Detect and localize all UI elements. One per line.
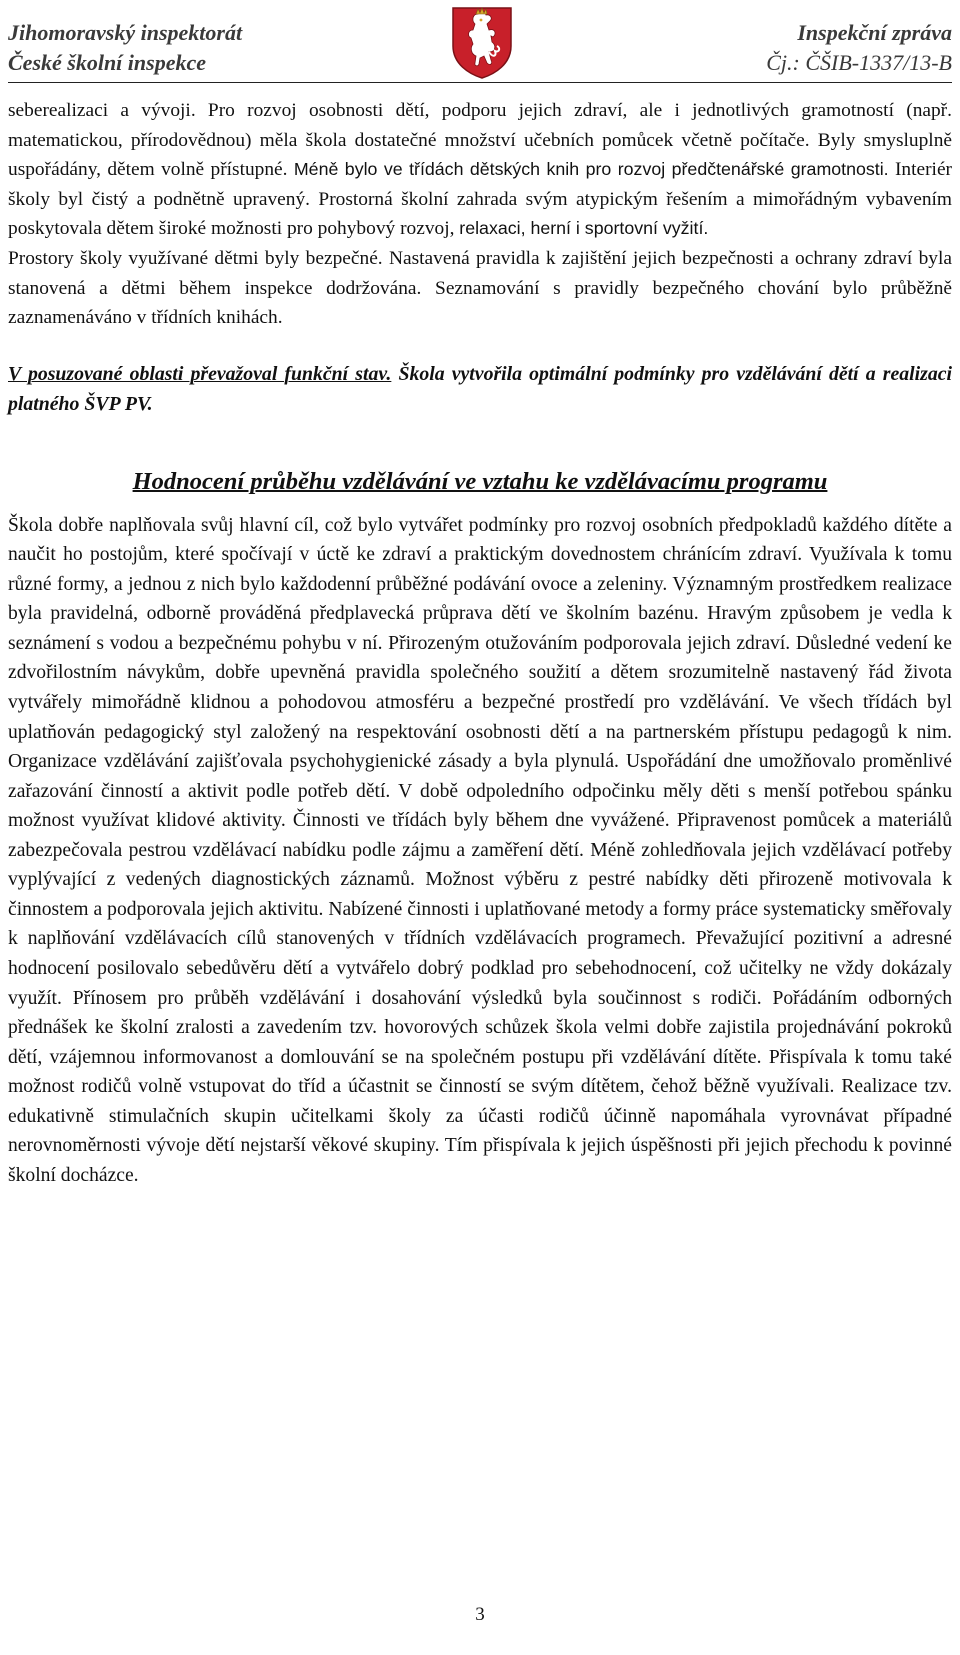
inspectorate-name: Jihomoravský inspektorát: [8, 20, 243, 45]
paragraph-safety: Prostory školy využívané dětmi byly bezpečné. Nastavená pravidla k zajištění jejich bezpečnosti a ochrany zdraví byla stanovená a dětmi během inspekce dodržována. Seznamování s pravidly bezpečného chování bylo průběžně zaznamenáváno v třídních knihách.: [8, 247, 952, 329]
paragraph-text-sans: relaxaci, herní i sportovní vyžití.: [459, 218, 709, 239]
document-body: [8, 96, 952, 1190]
reference-number: Čj.: ČŠIB-1337/13-B: [766, 50, 952, 75]
czech-coat-of-arms-icon: [451, 6, 513, 80]
paragraph-text: seberealizaci a vývoji. Pro rozvoj osobnosti dětí, podporu jejich zdraví, ale i jednotlivých gramotností (např. matematickou, přírodovědnou) měla škola dostatečné množství učebních pomůcek včetně počítače. Byly smysluplně uspořádány, dětem volně přístupné.: [8, 100, 952, 181]
header-divider: [8, 82, 952, 83]
conclusion-underlined: V posuzované oblasti převažoval funkční stav.: [8, 362, 392, 385]
paragraph-text: Interiér školy byl čistý a podnětně upravený. Prostorná školní zahrada svým atypickým řešením a mimořádným vybavením poskytovala dětem široké možnosti pro pohybový rozvoj,: [8, 159, 953, 240]
page-header: [8, 18, 952, 78]
institution-name: České školní inspekce: [8, 50, 206, 75]
section-conclusion: [8, 359, 952, 419]
paragraph-environment: [8, 96, 952, 244]
paragraph-education-process: Škola dobře naplňovala svůj hlavní cíl, což bylo vytvářet podmínky pro rozvoj osobních předpokladů každého dítěte a naučit ho postojům, které spočívají v úctě ke zdraví a praktickým dovednostem chránícím zdraví. Využívala k tomu různé formy, a jednou z nich bylo každodenní průběžné podávání ovoce a zeleniny. Významným prostředkem realizace byla pravidelná, odborně prováděná předplavecká průprava dětí ve školním bazénu. Hravým způsobem je vedla k seznámení s vodou a bezpečnému pohybu v ní. Přirozeným otužováním podporovala jejich zdraví. Důsledné vedení ke zdvořilostním návykům, dobře upevněná pravidla společného soužití a dětem srozumitelně nastavený řád života vytvářely mimořádně klidnou a pohodovou atmosféru a bezpečné prostředí pro vzdělávání. Ve všech třídách byl uplatňován pedagogický styl založený na respektování osobnosti dětí a na partnerském přístupu pedagogů k nim. Organizace vzdělávání zajišťovala psychohygienické zásady a byla plynulá. Uspořádání dne umožňovalo proměnlivé zařazování činností a aktivit podle potřeb dětí. V době odpoledního odpočinku měly děti s menší potřebou spánku možnost využívat klidové aktivity. Činnosti ve třídách byly během dne vyvážené. Připravenost pomůcek a materiálů zabezpečovala pestrou vzdělávací nabídku podle zájmu a zaměření dětí. Méně zohledňovala jejich vzdělávací potřeby vyplývající z vedených diagnostických záznamů. Možnost výběru z pestré nabídky děti přirozeně motivovala k činnostem a podporovala jejich aktivitu. Nabízené činnosti i uplatňované metody a formy práce systematicky směřovaly k naplňování vzdělávacích cílů stanovených v třídních vzdělávacích programech. Převažující pozitivní a adresné hodnocení posilovalo sebedůvěru dětí a vytvářelo dobrý podklad pro sebehodnocení, což učitelky ne vždy dokázaly využít. Přínosem pro průběh vzdělávání i dosahování výsledků byla součinnost s rodiči. Pořádáním odborných přednášek ke školní zralosti a zavedením tzv. hovorových schůzek škola velmi dobře zajistila projednávání pokroků dětí, vzájemnou informovanost a domlouvání se na společném postupu při vzdělávání dítěte. Přispívala k tomu také možnost rodičů volně vstupovat do tříd a účastnit se činností se svým dítětem, čehož běžně využívali. Realizace tzv. edukativně stimulačních skupin učitelkami školy za účasti rodičů účinně napomáhala vyrovnávat případné nerovnoměrnosti vývoje dětí nejstarší věkové skupiny. Tím přispívala k jejich úspěšnosti při jejich přechodu k povinné školní docházce.: [8, 514, 952, 1186]
conclusion-text: Škola vytvořila optimální podmínky pro vzdělávání dětí a realizaci platného ŠVP PV.: [8, 362, 952, 415]
page-number: 3: [475, 1604, 485, 1625]
header-right: [766, 18, 952, 78]
paragraph-text-sans: Méně bylo ve třídách dětských knih pro rozvoj předčtenářské gramotnosti.: [293, 159, 889, 180]
header-left: [8, 18, 242, 78]
section-heading: Hodnocení průběhu vzdělávání ve vztahu ke vzdělávacímu programu: [132, 467, 828, 495]
report-type: Inspekční zpráva: [797, 20, 952, 45]
